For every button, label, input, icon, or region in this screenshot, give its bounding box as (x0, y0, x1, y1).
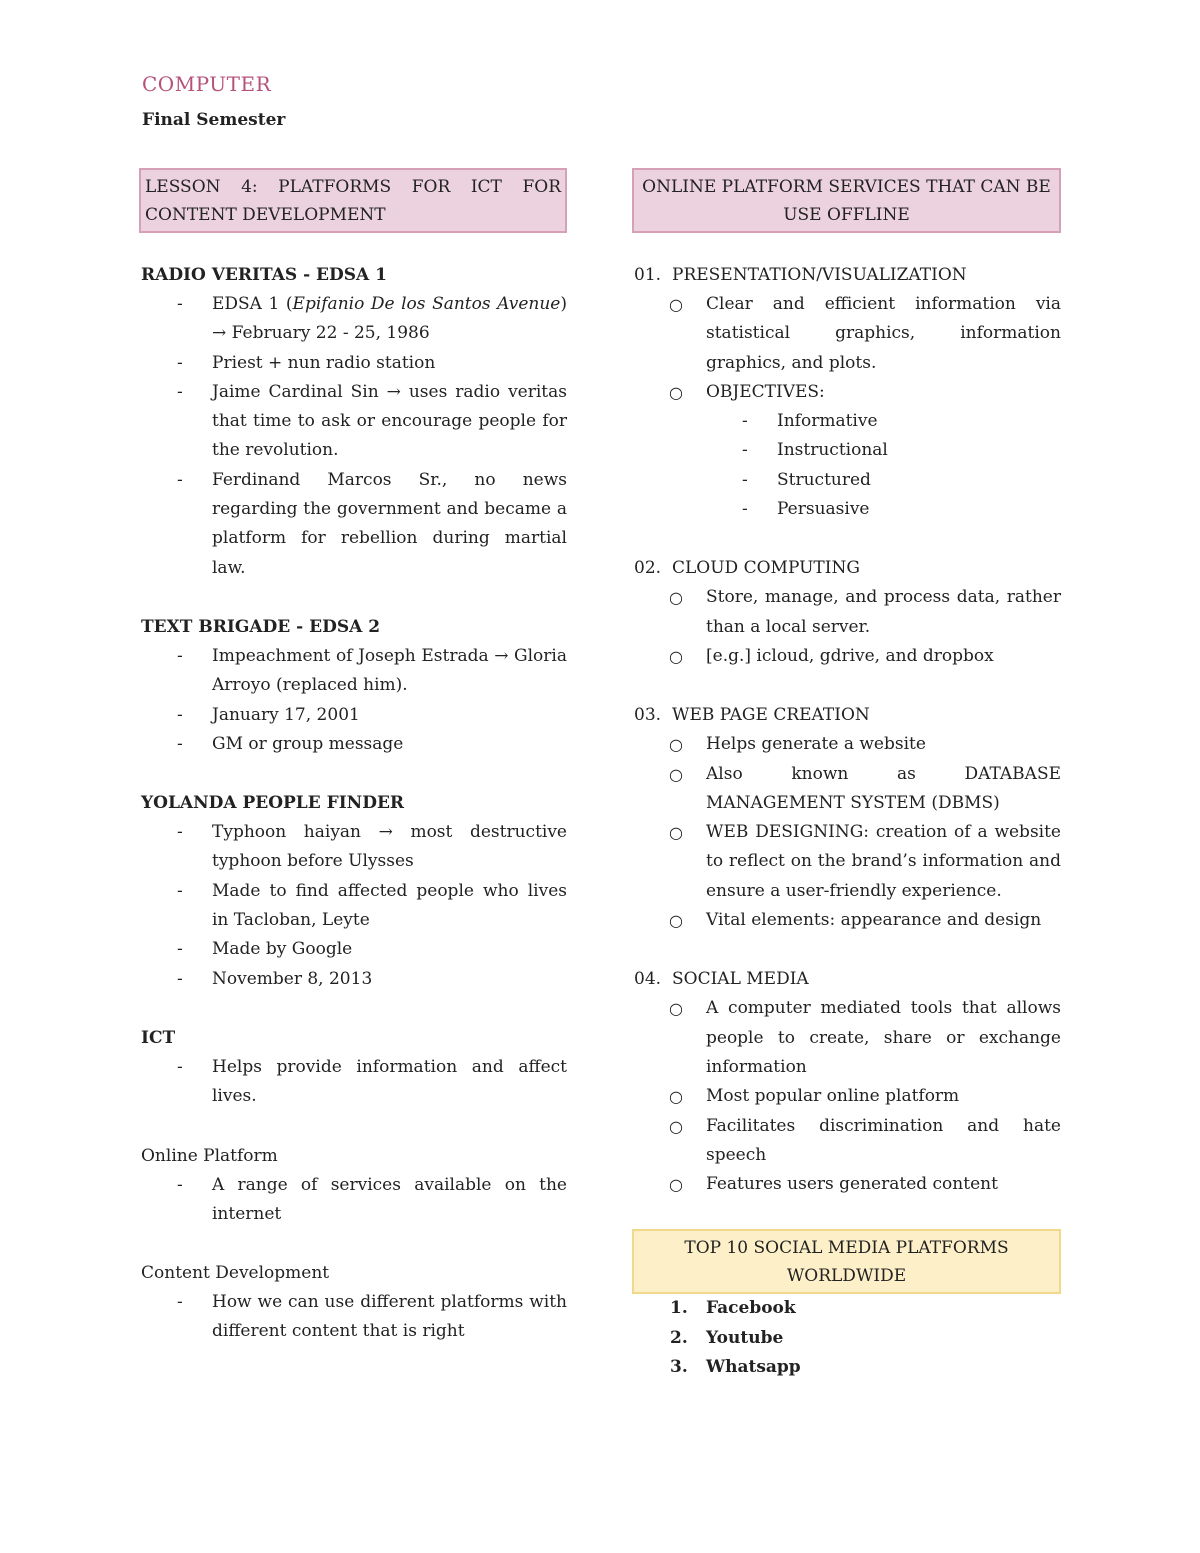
list-item-text: Whatsapp (706, 1357, 801, 1378)
section-title-text-brigade: TEXT BRIGADE - EDSA 2 (141, 616, 381, 637)
list-item-text: Youtube (706, 1327, 784, 1348)
list-item-text: Impeachment of Joseph Estrada → Gloria Arroyo (replaced him). (212, 645, 567, 696)
list-item (632, 290, 1061, 378)
list-item-text: WEB DESIGNING: creation of a website to reflect on the brand’s information and ensure a user-friendly experience. (706, 822, 1061, 901)
section-number: 02. (634, 558, 662, 579)
section-heading-cloud (632, 554, 1061, 583)
list-item (139, 877, 567, 936)
ict-list (139, 1053, 567, 1112)
circle-bullet-icon: ○ (669, 735, 683, 755)
list-item-text: [e.g.] icloud, gdrive, and dropbox (706, 645, 994, 666)
dash-bullet: - (177, 645, 183, 666)
list-item (632, 730, 1061, 759)
dash-bullet: - (177, 1292, 183, 1313)
list-item (632, 1294, 1061, 1323)
dash-bullet: - (742, 499, 748, 520)
list-item-text: GM or group message (212, 733, 404, 754)
top-social-media-box: TOP 10 SOCIAL MEDIA PLATFORMS WORLDWIDE (632, 1229, 1061, 1294)
circle-bullet-icon: ○ (669, 1087, 683, 1107)
section-number: 03. (634, 705, 662, 726)
list-item (632, 466, 1061, 495)
list-item-text: Structured (777, 469, 871, 490)
dash-bullet: - (177, 733, 183, 754)
section-heading-text: PRESENTATION/VISUALIZATION (672, 265, 967, 285)
list-item-italic-text: Epifanio De los Santos Avenue (292, 294, 561, 314)
section-heading-social-media (632, 965, 1061, 994)
online-services-box: ONLINE PLATFORM SERVICES THAT CAN BE USE OFFLINE (632, 168, 1061, 233)
circle-bullet-icon: ○ (669, 588, 683, 608)
list-item (139, 378, 567, 466)
list-item-text: How we can use different platforms with different content that is right (212, 1292, 567, 1342)
list-item-text: Also known as DATABASE MANAGEMENT SYSTEM (DBMS) (706, 763, 1061, 813)
list-item (632, 1112, 1061, 1171)
section-heading-web-page (632, 701, 1061, 730)
section-heading-text: SOCIAL MEDIA (672, 969, 809, 990)
dash-bullet: - (177, 968, 183, 989)
list-item (632, 818, 1061, 906)
list-item-text: Jaime Cardinal Sin → uses radio veritas that time to ask or encourage people for the revolution. (212, 381, 567, 461)
circle-bullet-icon: ○ (669, 911, 683, 931)
list-item-text: Store, manage, and process data, rather than a local server. (706, 587, 1061, 637)
dash-bullet: - (177, 1056, 183, 1077)
list-item (632, 642, 1061, 671)
circle-bullet-icon: ○ (669, 1175, 683, 1195)
list-item (632, 583, 1061, 642)
list-item-text: Helps generate a website (706, 734, 926, 755)
dash-bullet: - (177, 880, 183, 901)
circle-bullet-icon: ○ (669, 823, 683, 843)
section-number: 04. (634, 969, 662, 990)
right-column (632, 168, 1061, 1382)
list-item-text: Vital elements: appearance and design (706, 910, 1042, 931)
list-item (139, 1171, 567, 1230)
list-item-text: Typhoon haiyan → most destructive typhoon before Ulysses (212, 822, 567, 872)
list-item (632, 407, 1061, 436)
list-number: 2. (670, 1327, 688, 1348)
list-number: 1. (670, 1298, 688, 1319)
list-item (139, 642, 567, 701)
list-item (632, 760, 1061, 819)
list-item-text: Priest + nun radio station (212, 352, 436, 373)
section-heading-text: WEB PAGE CREATION (672, 705, 870, 726)
web-page-list (632, 730, 1061, 935)
list-item-text: OBJECTIVES: (706, 381, 825, 402)
list-item-text: Informative (777, 411, 878, 432)
list-item (632, 495, 1061, 524)
section-title-online-platform: Online Platform (141, 1145, 278, 1166)
list-item-text: November 8, 2013 (212, 968, 373, 989)
dash-bullet: - (177, 294, 183, 314)
list-item-text: Ferdinand Marcos Sr., no news regarding the government and became a platform for rebellion during martial law. (212, 469, 567, 578)
list-item (139, 290, 567, 349)
list-item-text: Clear and efficient information via statistical graphics, information graphics, and plots. (706, 294, 1061, 373)
dash-bullet: - (742, 469, 748, 490)
lesson-title-box: LESSON 4: PLATFORMS FOR ICT FOR CONTENT DEVELOPMENT (139, 168, 567, 233)
list-item (139, 965, 567, 994)
dash-bullet: - (177, 704, 183, 725)
dash-bullet: - (177, 1174, 183, 1195)
list-item (632, 1170, 1061, 1199)
presentation-list (632, 290, 1061, 407)
text-brigade-list (139, 642, 567, 759)
list-item (632, 1353, 1061, 1382)
content-development-list (139, 1288, 567, 1347)
section-title-content-development: Content Development (141, 1263, 330, 1284)
list-item-text: Made by Google (212, 939, 353, 960)
section-title-radio-veritas: RADIO VERITAS - EDSA 1 (141, 265, 387, 285)
circle-bullet-icon: ○ (669, 999, 683, 1019)
dash-bullet: - (177, 822, 183, 843)
list-item (139, 1288, 567, 1347)
list-item-text: Made to find affected people who lives in Tacloban, Leyte (212, 880, 567, 931)
list-item (139, 701, 567, 730)
list-item (139, 349, 567, 378)
list-item (139, 935, 567, 964)
social-media-list (632, 994, 1061, 1199)
objectives-list (632, 407, 1061, 524)
section-heading-text: CLOUD COMPUTING (672, 558, 860, 579)
list-item-text: ) → February 22 - 25, 1986 (212, 294, 567, 344)
document-subtitle: Final Semester (142, 110, 286, 130)
circle-bullet-icon: ○ (669, 764, 683, 784)
left-column (139, 168, 567, 1347)
list-item (632, 436, 1061, 465)
circle-bullet-icon: ○ (669, 646, 683, 666)
cloud-list (632, 583, 1061, 671)
list-item-text: Features users generated content (706, 1174, 998, 1195)
section-number: 01. (634, 265, 662, 285)
list-item (632, 906, 1061, 935)
dash-bullet: - (177, 469, 183, 490)
dash-bullet: - (177, 381, 183, 402)
list-item-text: Persuasive (777, 499, 870, 520)
list-item-text: January 17, 2001 (212, 704, 360, 725)
list-item (139, 1053, 567, 1112)
dash-bullet: - (177, 939, 183, 960)
list-item-text: A range of services available on the internet (212, 1174, 567, 1224)
list-item-text: Facilitates discrimination and hate speech (706, 1115, 1061, 1165)
list-item-text: EDSA 1 ( (212, 294, 293, 314)
yolanda-list (139, 818, 567, 994)
list-item-text: Helps provide information and affect lives. (212, 1056, 567, 1107)
list-number: 3. (670, 1357, 688, 1378)
list-item (139, 818, 567, 877)
section-title-ict: ICT (141, 1027, 176, 1048)
list-item (139, 730, 567, 759)
document-title: COMPUTER (142, 72, 272, 96)
list-item (632, 994, 1061, 1082)
section-heading-presentation (632, 261, 1061, 290)
list-item-text: Facebook (706, 1298, 796, 1319)
dash-bullet: - (742, 411, 748, 432)
top-social-media-list (632, 1294, 1061, 1382)
circle-bullet-icon: ○ (669, 382, 683, 402)
list-item-text: Instructional (777, 440, 888, 461)
list-item (632, 378, 1061, 407)
radio-veritas-list (139, 290, 567, 583)
list-item (632, 1082, 1061, 1111)
circle-bullet-icon: ○ (669, 1116, 683, 1136)
list-item-text: A computer mediated tools that allows people to create, share or exchange information (706, 998, 1061, 1077)
section-title-yolanda: YOLANDA PEOPLE FINDER (141, 793, 405, 814)
circle-bullet-icon: ○ (669, 295, 683, 314)
list-item (632, 1324, 1061, 1353)
list-item (139, 466, 567, 583)
list-item-text: Most popular online platform (706, 1086, 960, 1107)
dash-bullet: - (177, 352, 183, 373)
dash-bullet: - (742, 440, 748, 461)
online-platform-list (139, 1171, 567, 1230)
